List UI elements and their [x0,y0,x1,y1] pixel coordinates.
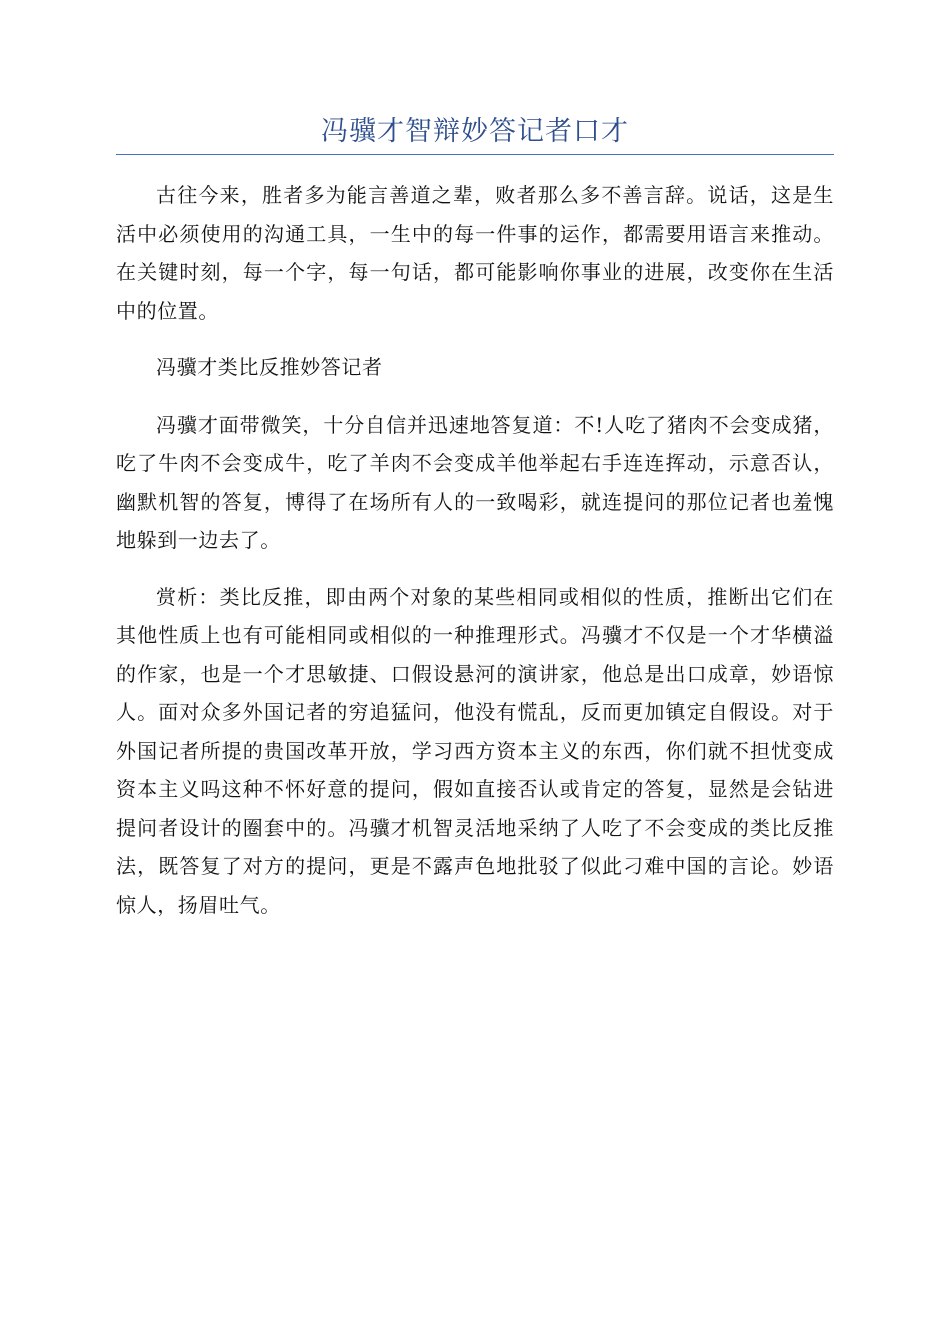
paragraph-anecdote: 冯骥才面带微笑，十分自信并迅速地答复道：不!人吃了猪肉不会变成猪，吃了牛肉不会变成牛，吃了羊肉不会变成羊他举起右手连连挥动，示意否认，幽默机智的答复，博得了在场所有人的一致喝彩，就连提问的那位记者也羞愧地躲到一边去了。 [116,412,834,552]
document-title: 冯骥才智辩妙答记者口才 [321,116,629,147]
paragraph-analysis: 赏析：类比反推，即由两个对象的某些相同或相似的性质，推断出它们在其他性质上也有可能相同或相似的一种推理形式。冯骥才不仅是一个才华横溢的作家，也是一个才思敏捷、口假设悬河的演讲家，他总是出口成章，妙语惊人。面对众多外国记者的穷追猛问，他没有慌乱，反而更加镇定自假设。对于外国记者所提的贵国改革开放，学习西方资本主义的东西，你们就不担忧变成资本主义吗这种不怀好意的提问，假如直接否认或肯定的答复，显然是会钻进提问者设计的圈套中的。冯骥才机智灵活地采纳了人吃了不会变成的类比反推法，既答复了对方的提问，更是不露声色地批驳了似此刁难中国的言论。妙语惊人，扬眉吐气。 [116,584,834,917]
document-body [116,176,834,942]
section-heading: 冯骥才类比反推妙答记者 [156,355,383,379]
title-underline [116,154,834,155]
paragraph-intro: 古往今来，胜者多为能言善道之辈，败者那么多不善言辞。说话，这是生活中必须使用的沟通工具，一生中的每一件事的运作，都需要用语言来推动。在关键时刻，每一个字，每一句话，都可能影响你事业的进展，改变你在生活中的位置。 [116,183,834,323]
